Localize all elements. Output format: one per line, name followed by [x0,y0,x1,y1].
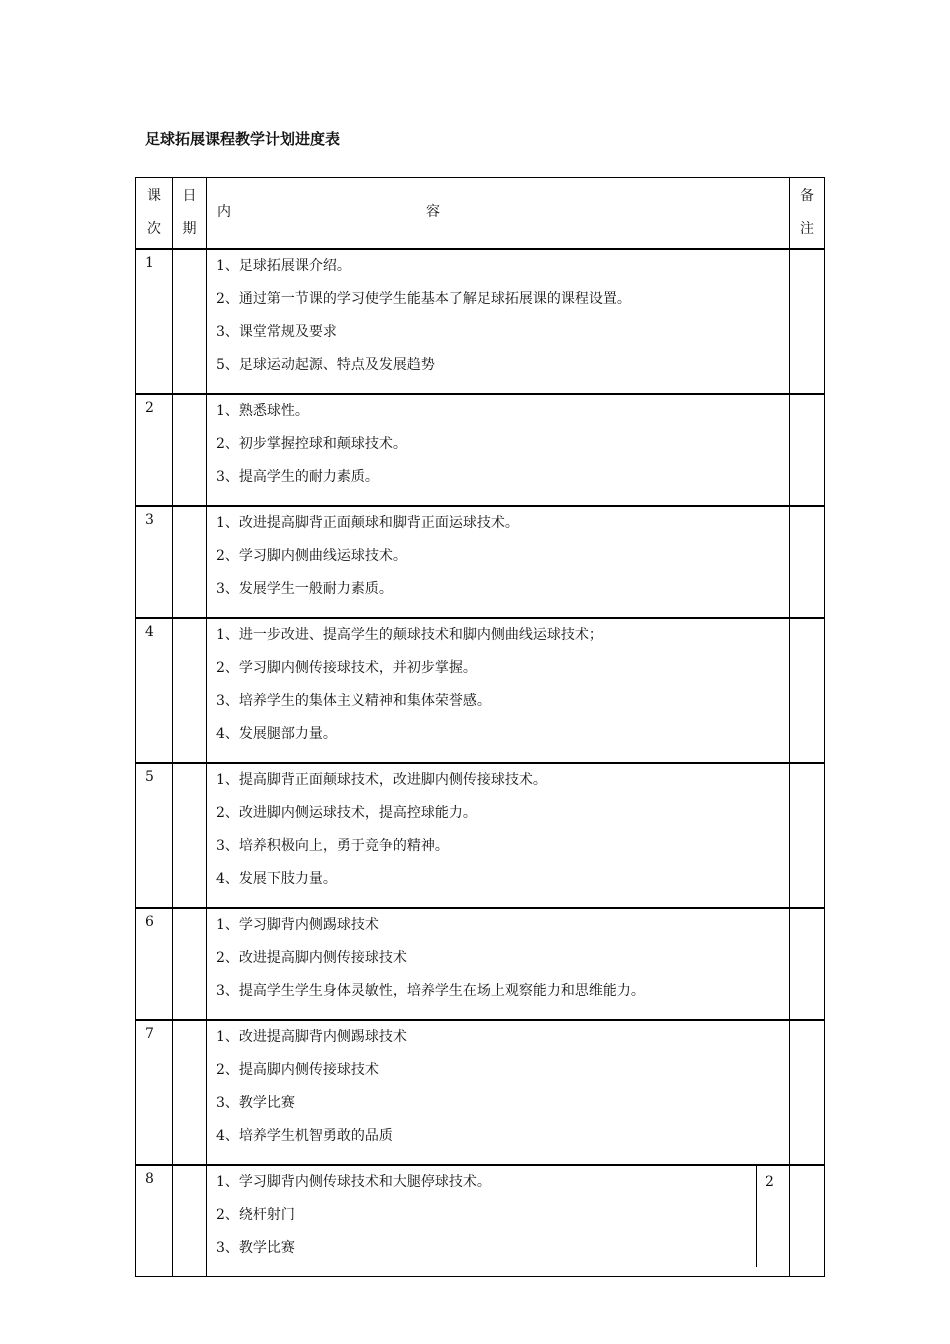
content-line: 2、初步掌握控球和颠球技术。 [216,436,407,452]
table-row [136,506,825,618]
lesson-content [207,618,790,763]
lesson-content [207,908,790,1020]
lesson-number: 6 [136,908,173,1020]
lesson-content [207,249,790,394]
lesson-number: 4 [136,618,173,763]
content-line: 3、提高学生学生身体灵敏性，培养学生在场上观察能力和思维能力。 [216,983,645,999]
lesson-number: 3 [136,506,173,618]
lesson-content [207,506,790,618]
content-line: 3、培养学生的集体主义精神和集体荣誉感。 [216,693,491,709]
lesson-date [173,394,207,506]
lesson-remarks [790,249,825,394]
content-line: 1、进一步改进、提高学生的颠球技术和脚内侧曲线运球技术； [216,627,603,643]
lesson-date [173,1020,207,1165]
content-line: 3、课堂常规及要求 [216,324,337,340]
content-line: 3、培养积极向上，勇于竞争的精神。 [216,838,449,854]
lesson-content [207,394,790,506]
lesson-content [207,1165,790,1277]
header-content-char-2: 容 [426,204,440,220]
lesson-date [173,763,207,908]
header-content [207,178,790,250]
header-date [173,178,207,250]
content-line: 2、学习脚内侧曲线运球技术。 [216,548,407,564]
content-line: 1、学习脚背内侧踢球技术 [216,917,379,933]
lesson-number: 2 [136,394,173,506]
lesson-remarks [790,1020,825,1165]
content-line: 1、提高脚背正面颠球技术，改进脚内侧传接球技术。 [216,772,547,788]
lesson-content [207,763,790,908]
content-line: 3、教学比赛 [216,1095,295,1111]
lesson-number: 1 [136,249,173,394]
content-line: 2、学习脚内侧传接球技术，并初步掌握。 [216,660,477,676]
lesson-remarks [790,763,825,908]
inner-cell-number: 2 [756,1166,789,1267]
table-row [136,618,825,763]
lesson-number: 5 [136,763,173,908]
header-remarks-char-1: 备 [800,188,814,204]
content-line: 1、学习脚背内侧传球技术和大腿停球技术。 [216,1174,491,1190]
header-date-char-2: 期 [182,221,197,237]
content-line: 2、改进脚内侧运球技术，提高控球能力。 [216,805,477,821]
lesson-number: 7 [136,1020,173,1165]
header-remarks-char-2: 注 [800,221,814,237]
table-row [136,1165,825,1277]
lesson-content [207,1020,790,1165]
content-line: 2、提高脚内侧传接球技术 [216,1062,379,1078]
content-line: 2、通过第一节课的学习使学生能基本了解足球拓展课的课程设置。 [216,291,631,307]
header-lesson [136,178,173,250]
header-remarks [790,178,825,250]
lesson-date [173,618,207,763]
table-body [136,178,825,1277]
lesson-date [173,506,207,618]
content-line: 5、足球运动起源、特点及发展趋势 [216,357,435,373]
header-content-char-1: 内 [217,204,231,220]
document-title: 足球拓展课程教学计划进度表 [145,130,341,148]
header-lesson-char-1: 课 [147,188,161,204]
content-line: 2、绕杆射门 [216,1207,295,1223]
lesson-remarks [790,1165,825,1277]
content-line: 2、改进提高脚内侧传接球技术 [216,950,407,966]
table-row [136,763,825,908]
content-line: 4、发展腿部力量。 [216,726,337,742]
lesson-number: 8 [136,1165,173,1277]
content-line: 1、改进提高脚背内侧踢球技术 [216,1029,407,1045]
header-lesson-char-2: 次 [147,221,161,237]
lesson-date [173,1165,207,1277]
content-line: 1、足球拓展课介绍。 [216,258,351,274]
header-date-char-1: 日 [182,188,197,204]
content-line: 1、改进提高脚背正面颠球和脚背正面运球技术。 [216,515,519,531]
table-header-row [136,178,825,250]
lesson-plan-table [135,177,825,1277]
table-row [136,908,825,1020]
lesson-remarks [790,394,825,506]
content-line: 3、提高学生的耐力素质。 [216,469,379,485]
lesson-remarks [790,908,825,1020]
content-line: 4、发展下肢力量。 [216,871,337,887]
content-line: 3、发展学生一般耐力素质。 [216,581,393,597]
content-line: 3、教学比赛 [216,1240,295,1256]
lesson-date [173,908,207,1020]
content-line: 1、熟悉球性。 [216,403,309,419]
lesson-date [173,249,207,394]
table-row [136,249,825,394]
table-row [136,1020,825,1165]
lesson-remarks [790,506,825,618]
lesson-remarks [790,618,825,763]
table-row [136,394,825,506]
content-line: 4、培养学生机智勇敢的品质 [216,1128,393,1144]
